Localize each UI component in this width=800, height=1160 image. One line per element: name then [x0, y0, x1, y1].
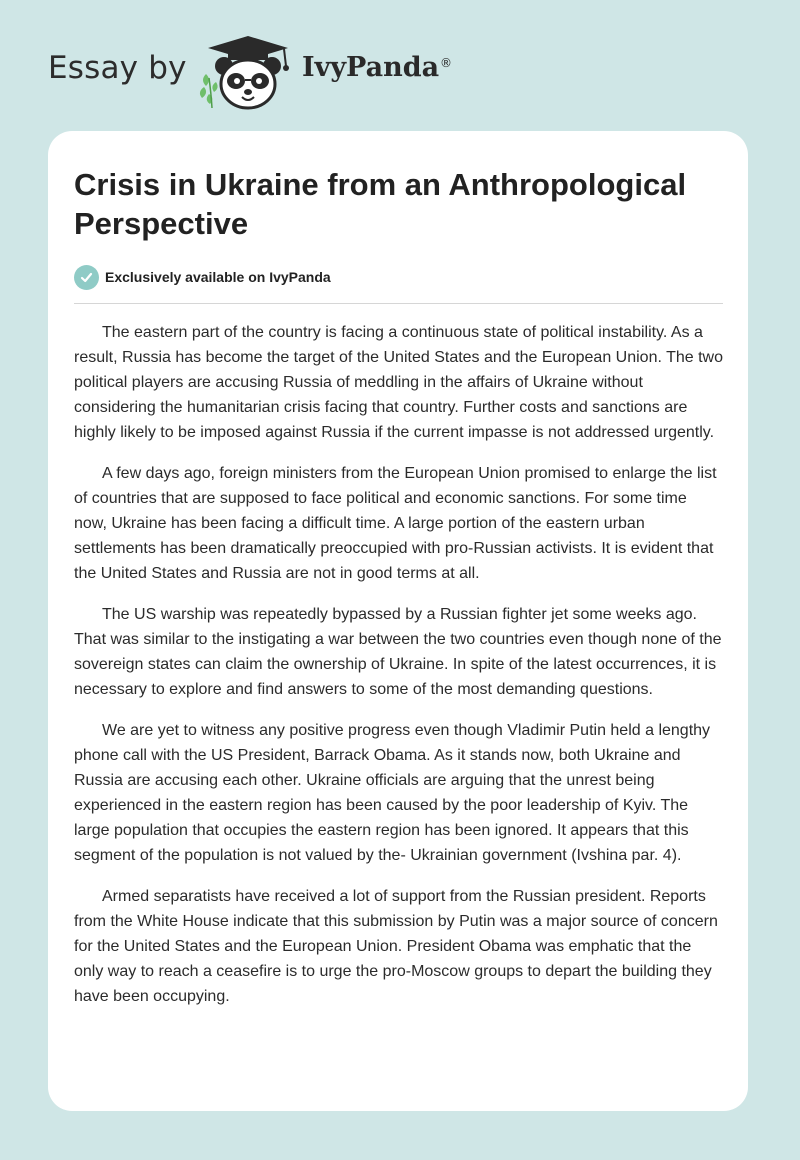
essay-by-label: Essay by [48, 50, 187, 86]
paragraph: We are yet to witness any positive progress even though Vladimir Putin held a lengthy phone call with the US President, Barrack Obama. As it stands now, both Ukraine and Russia are accusing each other. Ukraine officials are arguing that the unrest being experienced in the eastern region has been caused by the poor leadership of Kyiv. The large population that occupies the eastern region has been ignored. It appears that this segment of the population is not valued by the- Ukrainian government (Ivshina par. 4). [74, 722, 711, 864]
paragraph: The US warship was repeatedly bypassed by a Russian fighter jet some weeks ago. That was similar to the instigating a war between the two countries even though none of the sovereign states can claim the ownership of Ukraine. In spite of the latest occurrences, it is necessary to explore and find answers to some of the most demanding questions. [74, 606, 722, 698]
page-title: Crisis in Ukraine from an Anthropological Perspective [74, 167, 687, 241]
site-header [0, 0, 800, 130]
panda-graduate-logo-icon[interactable] [198, 34, 298, 114]
exclusive-badge [74, 264, 331, 290]
check-icon [74, 265, 99, 290]
exclusive-badge-label: Exclusively available on IvyPanda [105, 269, 331, 285]
paragraph: Armed separatists have received a lot of support from the Russian president. Reports from the White House indicate that this submission by Putin was a major source of concern for the United States and the European Union. President Obama was emphatic that the only way to reach a ceasefire is to urge the pro-Moscow groups to depart the building they have been occupying. [74, 888, 718, 1005]
registered-mark: ® [440, 56, 452, 70]
essay-body [74, 320, 724, 1025]
paragraph: A few days ago, foreign ministers from the European Union promised to enlarge the list of countries that are supposed to face political and economic sanctions. For some time now, Ukraine has been facing a difficult time. A large portion of the eastern urban settlements has been dramatically preoccupied with pro-Russian activists. It is evident that the United States and Russia are not in good terms at all. [74, 465, 717, 582]
brand-name[interactable]: IvyPanda [302, 52, 440, 83]
divider [74, 303, 723, 304]
paragraph: The eastern part of the country is facing a continuous state of political instability. As a result, Russia has become the target of the United States and the European Union. The two political players are accusing Russia of meddling in the affairs of Ukraine without considering the humanitarian crisis facing that country. Further costs and sanctions are highly likely to be imposed against Russia if the current impasse is not addressed urgently. [74, 324, 723, 441]
essay-card [48, 131, 748, 1111]
